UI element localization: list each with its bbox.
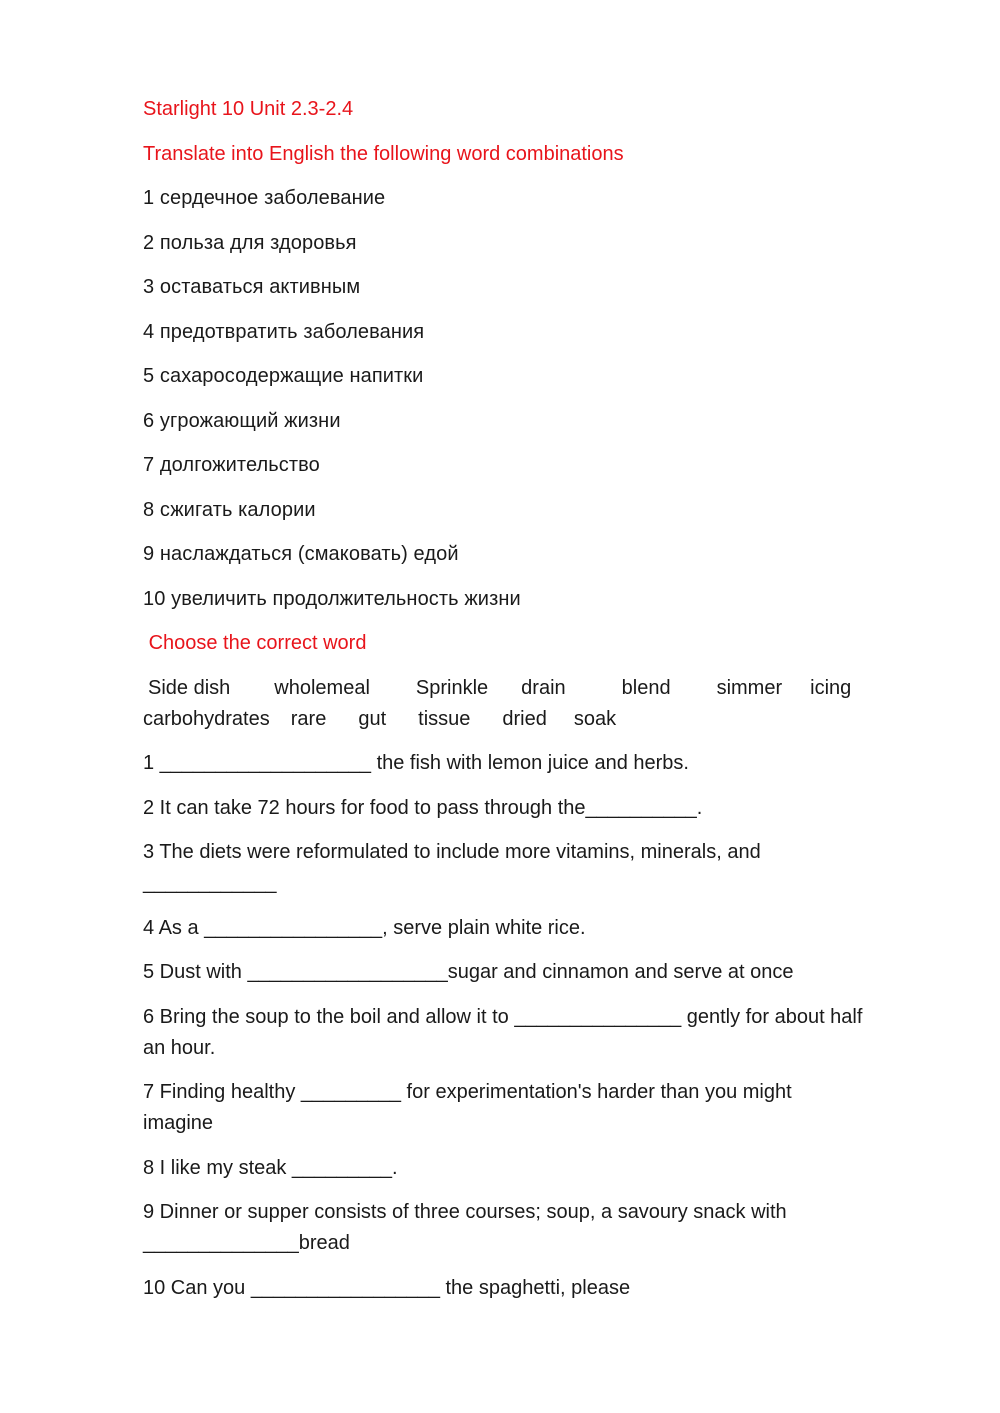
translate-item: 5 сахаросодержащие напитки (143, 365, 424, 387)
word-bank-item: simmer (716, 676, 783, 699)
translate-item: 10 увеличить продолжительность жизни (143, 587, 521, 610)
translate-item: 8 сжигать калории (143, 498, 316, 521)
word-bank-item: tissue (418, 707, 471, 730)
translate-item: 7 долгожительство (143, 454, 320, 476)
translate-item: 9 наслаждаться (смаковать) едой (143, 543, 459, 565)
sentence-7-line-2: imagine (143, 1112, 214, 1134)
translate-item: 2 польза для здоровья (143, 231, 357, 254)
sentence-1: 1 ___________________ the fish with lemon juice and herbs. (143, 752, 689, 774)
translate-item: 6 угрожающий жизни (143, 409, 341, 432)
word-bank (143, 673, 933, 735)
word-bank-item: Side dish (148, 676, 231, 699)
worksheet-title: Starlight 10 Unit 2.3-2.4 (143, 98, 354, 120)
word-bank-row-2 (143, 704, 933, 735)
sentence-9 (143, 1197, 933, 1259)
word-bank-row-1 (143, 673, 933, 704)
translate-item: 3 оставаться активным (143, 276, 361, 298)
worksheet (143, 94, 933, 1317)
word-bank-item: drain (521, 676, 566, 699)
word-bank-item: Sprinkle (415, 676, 489, 699)
word-bank-item: gut (358, 707, 387, 730)
word-bank-item: wholemeal (274, 676, 370, 699)
sentence-7 (143, 1077, 933, 1139)
sentence-10: 10 Can you _________________ the spaghetti, please (143, 1276, 631, 1299)
sentence-6 (143, 1002, 933, 1064)
sentence-5: 5 Dust with __________________sugar and cinnamon and serve at once (143, 961, 794, 983)
word-bank-item: dried (502, 707, 547, 730)
word-bank-item: rare (290, 707, 327, 730)
sentence-6-line-1: 6 Bring the soup to the boil and allow it to _______________ gently for about half (143, 1005, 863, 1028)
word-bank-item: carbohydrates (143, 707, 270, 730)
task-1-heading: Translate into English the following word combinations (143, 142, 624, 165)
translate-list (143, 183, 933, 615)
word-bank-item: icing (810, 676, 852, 699)
sentence-3-line-2: ____________ (143, 872, 277, 894)
sentence-7-line-1: 7 Finding healthy _________ for experimentation's harder than you might (143, 1081, 792, 1103)
translate-item: 1 сердечное заболевание (143, 187, 386, 209)
translate-item: 4 предотвратить заболевания (143, 320, 425, 343)
sentence-list (143, 748, 933, 1304)
sentence-9-line-2: ______________bread (143, 1232, 350, 1254)
task-2-heading: Choose the correct word (143, 632, 367, 654)
sentence-9-line-1: 9 Dinner or supper consists of three courses; soup, a savoury snack with (143, 1201, 787, 1223)
sentence-6-line-2: an hour. (143, 1036, 216, 1059)
sentence-8: 8 I like my steak _________. (143, 1156, 398, 1179)
word-bank-item: soak (573, 707, 617, 730)
sentence-2: 2 It can take 72 hours for food to pass through the__________. (143, 796, 703, 819)
sentence-4: 4 As a ________________, serve plain white rice. (143, 916, 586, 939)
word-bank-item: blend (621, 676, 671, 699)
sentence-3-line-1: 3 The diets were reformulated to include more vitamins, minerals, and (143, 841, 761, 863)
sentence-3 (143, 837, 933, 899)
